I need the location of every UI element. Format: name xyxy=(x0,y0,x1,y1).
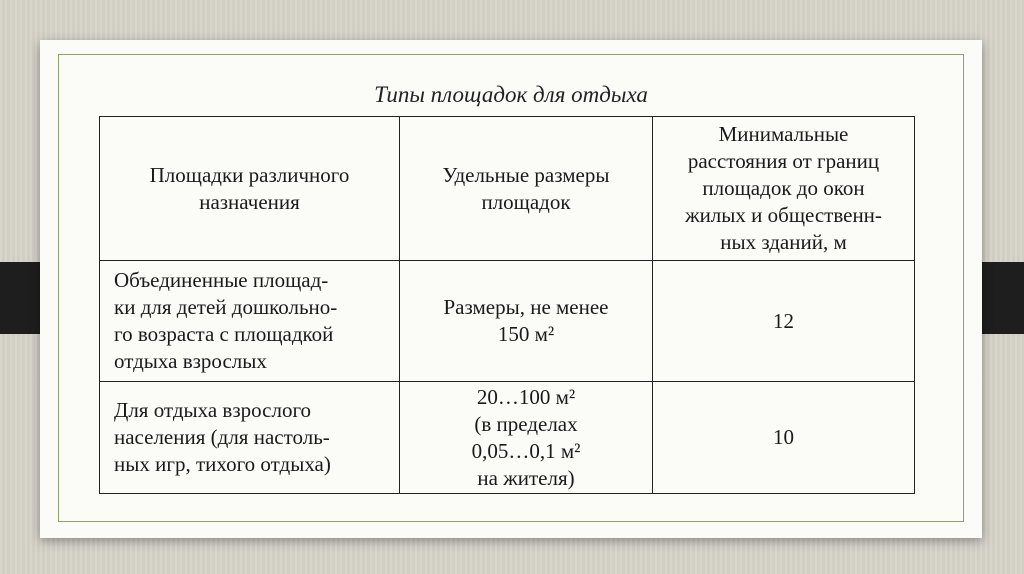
cell-distance: 10 xyxy=(653,382,915,494)
cell-size: 20…100 м² (в пределах 0,05…0,1 м² на жителя) xyxy=(400,382,653,494)
table-row xyxy=(100,261,915,382)
header-cell-purpose: Площадки различного назначения xyxy=(100,117,400,261)
table-row xyxy=(100,382,915,494)
cell-purpose: Для отдыха взрослого населения (для настоль- ных игр, тихого отдыха) xyxy=(100,382,400,494)
table-title: Типы площадок для отдыха xyxy=(374,82,648,107)
table-header-row xyxy=(100,117,915,261)
header-cell-size: Удельные размеры площадок xyxy=(400,117,653,261)
header-cell-distance: Минимальные расстояния от границ площадок до окон жилых и общественн- ных зданий, м xyxy=(653,117,915,261)
recreation-areas-table xyxy=(99,116,915,494)
cell-distance: 12 xyxy=(653,261,915,382)
cell-size: Размеры, не менее 150 м² xyxy=(400,261,653,382)
cell-purpose: Объединенные площад- ки для детей дошкольно- го возраста с площадкой отдыха взрослых xyxy=(100,261,400,382)
